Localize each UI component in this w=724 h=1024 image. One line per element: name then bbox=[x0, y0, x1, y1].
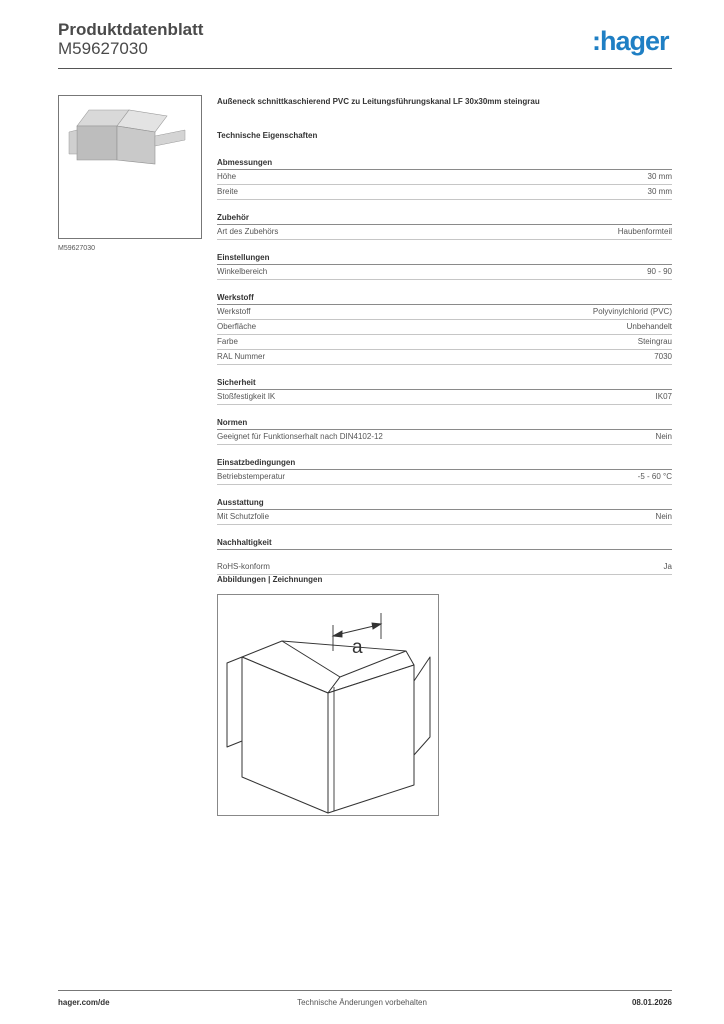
property-row bbox=[217, 470, 672, 485]
page-title: Produktdatenblatt bbox=[58, 20, 204, 39]
property-label: Oberfläche bbox=[217, 322, 257, 331]
section-normen bbox=[217, 417, 672, 445]
property-row bbox=[217, 225, 672, 240]
section-abmessungen bbox=[217, 157, 672, 200]
property-value: 90 - 90 bbox=[647, 267, 672, 276]
section-werkstoff bbox=[217, 292, 672, 365]
property-label: RAL Nummer bbox=[217, 352, 266, 361]
section-heading: Einsatzbedingungen bbox=[217, 457, 672, 470]
property-value: Polyvinylchlorid (PVC) bbox=[592, 307, 672, 316]
product-photo-icon bbox=[59, 96, 201, 238]
product-code: M59627030 bbox=[58, 39, 148, 58]
technical-drawing bbox=[217, 594, 439, 816]
corner-drawing-icon bbox=[218, 595, 438, 815]
property-row bbox=[217, 510, 672, 525]
property-row bbox=[217, 430, 672, 445]
header-divider bbox=[58, 68, 672, 69]
section-heading: Normen bbox=[217, 417, 672, 430]
property-label: Winkelbereich bbox=[217, 267, 268, 276]
product-thumbnail bbox=[58, 95, 202, 239]
property-label: Werkstoff bbox=[217, 307, 251, 316]
property-value: 7030 bbox=[654, 352, 672, 361]
footer-disclaimer: Technische Änderungen vorbehalten bbox=[297, 998, 427, 1007]
section-nachhaltigkeit bbox=[217, 537, 672, 575]
property-value: 30 mm bbox=[647, 172, 672, 181]
section-heading: Einstellungen bbox=[217, 252, 672, 265]
properties-list bbox=[217, 157, 672, 587]
property-row bbox=[217, 350, 672, 365]
section-sicherheit bbox=[217, 377, 672, 405]
property-row bbox=[217, 170, 672, 185]
property-value: Unbehandelt bbox=[626, 322, 672, 331]
hager-logo-text: :hager bbox=[592, 26, 669, 56]
footer-date: 08.01.2026 bbox=[631, 998, 672, 1007]
property-row bbox=[217, 265, 672, 280]
section-heading: Nachhaltigkeit bbox=[217, 537, 672, 550]
property-value: Nein bbox=[655, 432, 672, 441]
section-einsatzbedingungen bbox=[217, 457, 672, 485]
property-row bbox=[217, 560, 672, 575]
property-row bbox=[217, 185, 672, 200]
dimension-label: a bbox=[352, 637, 363, 658]
property-row bbox=[217, 305, 672, 320]
figures-heading: Abbildungen | Zeichnungen bbox=[217, 575, 323, 584]
property-row bbox=[217, 390, 672, 405]
property-label: Art des Zubehörs bbox=[217, 227, 279, 236]
property-label: Betriebstemperatur bbox=[217, 472, 286, 481]
property-value: Haubenformteil bbox=[617, 227, 672, 236]
property-label: Breite bbox=[217, 187, 238, 196]
property-label: Stoßfestigkeit IK bbox=[217, 392, 276, 401]
footer-divider bbox=[58, 990, 672, 991]
property-label: Geeignet für Funktionserhalt nach DIN4102-12 bbox=[217, 432, 383, 441]
property-value: 30 mm bbox=[647, 187, 672, 196]
property-label: Farbe bbox=[217, 337, 238, 346]
property-row bbox=[217, 335, 672, 350]
product-title: Außeneck schnittkaschierend PVC zu Leitungsführungskanal LF 30x30mm steingrau bbox=[217, 97, 540, 106]
section-heading: Sicherheit bbox=[217, 377, 672, 390]
section-heading: Zubehör bbox=[217, 212, 672, 225]
section-heading: Ausstattung bbox=[217, 497, 672, 510]
section-heading: Werkstoff bbox=[217, 292, 672, 305]
property-label: Höhe bbox=[217, 172, 237, 181]
property-value: IK07 bbox=[655, 392, 672, 401]
hager-logo bbox=[592, 25, 674, 59]
technical-properties-heading: Technische Eigenschaften bbox=[217, 131, 318, 140]
property-label: Mit Schutzfolie bbox=[217, 512, 270, 521]
section-heading: Abmessungen bbox=[217, 157, 672, 170]
section-ausstattung bbox=[217, 497, 672, 525]
property-row bbox=[217, 320, 672, 335]
property-value: Nein bbox=[655, 512, 672, 521]
section-zubehoer bbox=[217, 212, 672, 240]
thumbnail-caption: M59627030 bbox=[58, 245, 95, 252]
property-value: -5 - 60 °C bbox=[637, 472, 672, 481]
property-value: Steingrau bbox=[637, 337, 672, 346]
section-einstellungen bbox=[217, 252, 672, 280]
footer-website[interactable]: hager.com/de bbox=[58, 998, 110, 1007]
property-label: RoHS-konform bbox=[217, 562, 270, 571]
property-value: Ja bbox=[663, 562, 672, 571]
